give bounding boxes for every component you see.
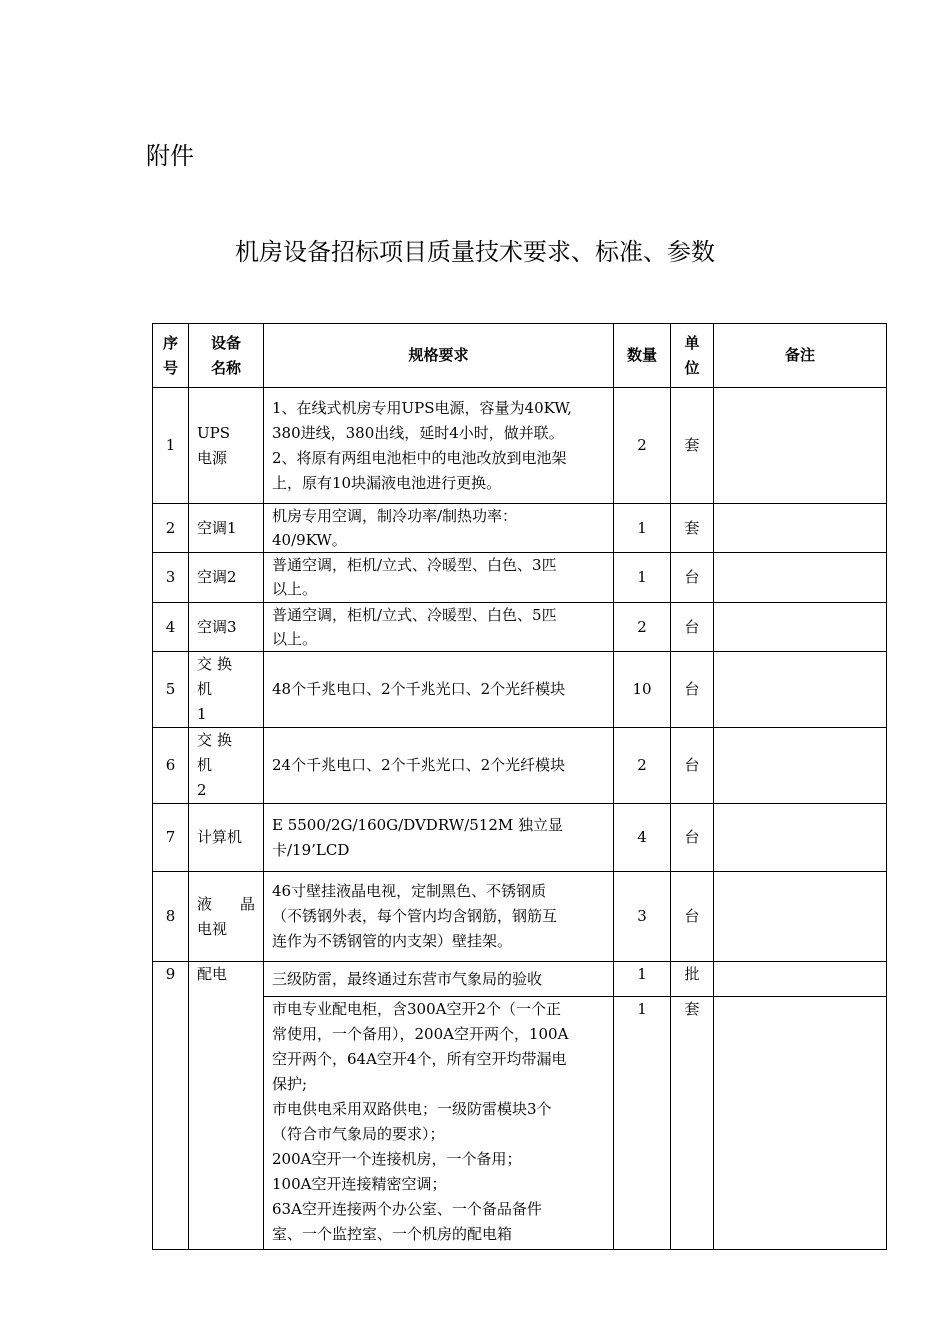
spec-line: 40/9KW。 (272, 531, 347, 549)
spec-line: 三级防雷，最终通过东营市气象局的验收 (272, 969, 543, 988)
row-index: 6 (153, 728, 189, 804)
spec-line: 机房专用空调，制冷功率/制热功率： (272, 507, 518, 525)
row-name (189, 804, 264, 872)
row-qty: 1 (614, 997, 671, 1250)
table-header-row (153, 324, 887, 388)
row-remark (714, 804, 887, 872)
row-spec (264, 872, 614, 962)
row-remark (714, 962, 887, 997)
row-unit: 台 (671, 804, 714, 872)
table-row (153, 997, 887, 1250)
row-index: 1 (153, 388, 189, 504)
row-name (189, 603, 264, 652)
header-index: 序 号 (153, 324, 189, 388)
row-spec (264, 962, 614, 997)
row-qty: 2 (614, 388, 671, 504)
spec-line: 380进线，380出线，延时4小时，做并联。 (272, 423, 564, 442)
row-name-line: 交换机 (197, 655, 238, 698)
row-remark (714, 997, 887, 1250)
spec-line: 以上。 (272, 630, 318, 648)
row-name (189, 872, 264, 962)
spec-line: 普通空调，柜机/立式、冷暖型、白色、5匹 (272, 606, 557, 624)
spec-line: 普通空调，柜机/立式、冷暖型、白色、3匹 (272, 556, 557, 574)
table-row (153, 962, 887, 997)
row-index: 3 (153, 553, 189, 603)
spec-line: 保护; (272, 1075, 308, 1093)
spec-line: 市电供电采用双路供电；一级防雷模块3个 (272, 1100, 552, 1118)
row-name (189, 652, 264, 728)
row-name-line: 液 晶 (197, 894, 255, 913)
row-index: 7 (153, 804, 189, 872)
row-spec (264, 504, 614, 553)
row-remark (714, 603, 887, 652)
row-unit: 套 (671, 388, 714, 504)
table-row (153, 728, 887, 804)
spec-line: 以上。 (272, 580, 318, 598)
spec-line: 46寸壁挂液晶电视，定制黑色、不锈钢质 (272, 882, 547, 900)
row-name (189, 388, 264, 504)
page-title: 机房设备招标项目质量技术要求、标准、参数 (235, 238, 715, 266)
row-remark (714, 553, 887, 603)
row-unit: 套 (671, 997, 714, 1250)
row-index: 9 (153, 962, 189, 1250)
row-qty: 10 (614, 652, 671, 728)
row-remark (714, 872, 887, 962)
row-spec (264, 652, 614, 728)
row-remark (714, 728, 887, 804)
spec-line: 1、在线式机房专用UPS电源，容量为40KW, (272, 398, 572, 417)
row-spec (264, 804, 614, 872)
row-name-line: 空调3 (197, 617, 237, 636)
row-name (189, 728, 264, 804)
row-index: 2 (153, 504, 189, 553)
spec-line: 卡/19’LCD (272, 840, 350, 859)
row-spec (264, 603, 614, 652)
row-unit: 台 (671, 652, 714, 728)
table-row (153, 388, 887, 504)
row-spec (264, 997, 614, 1250)
row-name-line: 电视 (197, 919, 228, 938)
spec-line: 室、一个监控室、一个机房的配电箱 (272, 1225, 513, 1243)
row-spec (264, 388, 614, 504)
row-index: 4 (153, 603, 189, 652)
spec-line: （符合市气象局的要求）； (272, 1125, 445, 1143)
row-index: 5 (153, 652, 189, 728)
header-remark: 备注 (714, 324, 887, 388)
table-row (153, 553, 887, 603)
spec-line: 200A空开一个连接机房，一个备用； (272, 1150, 522, 1168)
header-name: 设备 名称 (189, 324, 264, 388)
spec-line: 常使用，一个备用），200A空开两个，100A (272, 1025, 569, 1043)
row-name (189, 553, 264, 603)
table-row (153, 872, 887, 962)
row-unit: 台 (671, 872, 714, 962)
row-name-line: 交换机 (197, 731, 238, 774)
table-row (153, 804, 887, 872)
row-qty: 1 (614, 553, 671, 603)
row-unit: 批 (671, 962, 714, 997)
row-name-line: 2 (197, 781, 207, 799)
spec-line: 100A空开连接精密空调； (272, 1175, 447, 1193)
row-remark (714, 652, 887, 728)
row-name (189, 504, 264, 553)
row-unit: 套 (671, 504, 714, 553)
spec-line: 市电专业配电柜，含300A空开2个（一个正 (272, 1000, 562, 1018)
header-spec: 规格要求 (264, 324, 614, 388)
row-qty: 1 (614, 962, 671, 997)
row-remark (714, 388, 887, 504)
row-qty: 2 (614, 728, 671, 804)
row-remark (714, 504, 887, 553)
row-index: 8 (153, 872, 189, 962)
row-unit: 台 (671, 553, 714, 603)
row-name-line: 空调2 (197, 568, 237, 586)
spec-line: 2、将原有两组电池柜中的电池改放到电池架 (272, 448, 567, 467)
row-spec (264, 728, 614, 804)
table-row (153, 652, 887, 728)
row-name-line: 1 (197, 705, 207, 723)
header-qty: 数量 (614, 324, 671, 388)
row-qty: 2 (614, 603, 671, 652)
spec-table (152, 323, 887, 1250)
row-name-line: UPS (197, 423, 231, 442)
row-qty: 4 (614, 804, 671, 872)
spec-line: 上，原有10块漏液电池进行更换。 (272, 473, 502, 492)
spec-line: 连作为不锈钢管的内支架）壁挂架。 (272, 932, 513, 950)
row-name-line: 电源 (197, 448, 228, 467)
row-qty: 1 (614, 504, 671, 553)
row-unit: 台 (671, 728, 714, 804)
row-qty: 3 (614, 872, 671, 962)
attachment-label: 附件 (146, 142, 194, 170)
header-unit: 单 位 (671, 324, 714, 388)
spec-line: 24个千兆电口、2个千兆光口、2个光纤模块 (272, 756, 566, 774)
row-name-line: 计算机 (197, 828, 243, 846)
row-spec (264, 553, 614, 603)
table-row (153, 504, 887, 553)
spec-line: 63A空开连接两个办公室、一个备品备件 (272, 1200, 542, 1218)
row-name-line: 空调1 (197, 518, 237, 537)
spec-line: 空开两个，64A空开4个，所有空开均带漏电 (272, 1050, 567, 1068)
spec-line: 48个千兆电口、2个千兆光口、2个光纤模块 (272, 680, 566, 698)
row-name: 配电 (189, 962, 264, 1250)
spec-line: （不锈钢外表，每个管内均含钢筋，钢筋互 (272, 907, 558, 925)
table-row (153, 603, 887, 652)
spec-line: E 5500/2G/160G/DVDRW/512M 独立显 (272, 815, 564, 834)
row-unit: 台 (671, 603, 714, 652)
